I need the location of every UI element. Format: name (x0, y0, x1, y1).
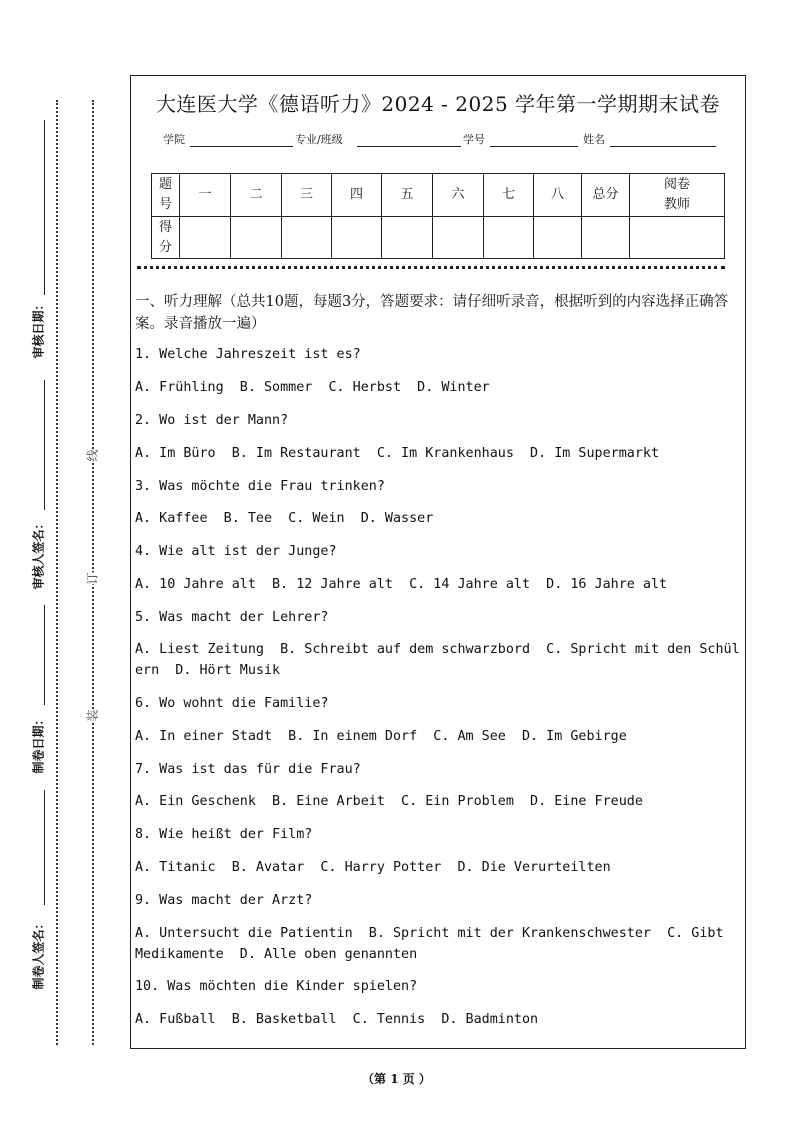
maker-sign-label: 制卷人签名： (31, 917, 46, 990)
name-label: 姓名 (583, 133, 605, 146)
question-8: 8. Wie heißt der Film? (135, 827, 313, 842)
dotted-separator (137, 266, 725, 269)
question-1: 1. Welche Jahreszeit ist es? (135, 347, 361, 362)
options-7: A. Ein Geschenk B. Eine Arbeit C. Ein Problem D. Eine Freude (135, 794, 643, 809)
question-6: 6. Wo wohnt die Familie? (135, 696, 329, 711)
question-4: 4. Wie alt ist der Junge? (135, 544, 337, 559)
score-cell[interactable] (231, 217, 282, 259)
header-cell: 四 (332, 174, 382, 217)
score-row-label: 得 分 (152, 217, 180, 259)
review-date-label: 审核日期： (31, 298, 46, 359)
options-3: A. Kaffee B. Tee C. Wein D. Wasser (135, 511, 434, 526)
college-label: 学院 (163, 133, 185, 146)
major-input[interactable] (357, 146, 461, 147)
options-10: A. Fußball B. Basketball C. Tennis D. Badminton (135, 1012, 539, 1027)
name-input[interactable] (610, 146, 716, 147)
header-cell: 八 (534, 174, 582, 217)
header-cell-question-no: 题 号 (152, 174, 180, 217)
student-id-label: 学号 (463, 133, 485, 146)
options-8: A. Titanic B. Avatar C. Harry Potter D. Die Verurteilten (135, 860, 611, 875)
score-cell[interactable] (382, 217, 433, 259)
binding-mark-zhuang: 装 (85, 709, 100, 722)
score-cell-total[interactable] (582, 217, 630, 259)
header-cell-total: 总分 (582, 174, 630, 217)
options-2: A. Im Büro B. Im Restaurant C. Im Krankenhaus D. Im Supermarkt (135, 446, 660, 461)
college-input[interactable] (190, 146, 293, 147)
score-table (151, 173, 725, 259)
major-label: 专业/班级 (295, 133, 343, 146)
make-date-line (44, 605, 45, 705)
page-number: （第 1 页 ） (362, 1072, 431, 1086)
binding-mark-ding: 订 (85, 572, 100, 585)
question-7: 7. Was ist das für die Frau? (135, 762, 361, 777)
options-9: A. Untersucht die Patientin B. Spricht mit der Krankenschwester C. Gibt Medikamente D. Alle oben genannten (135, 926, 732, 962)
score-cell[interactable] (332, 217, 382, 259)
grader-label: 阅卷教师 (663, 177, 690, 212)
maker-sign-line (44, 790, 45, 905)
options-6: A. In einer Stadt B. In einem Dorf C. Am See D. Im Gebirge (135, 729, 627, 744)
score-table-score-row (152, 217, 725, 259)
options-5: A. Liest Zeitung B. Schreibt auf dem schwarzbord C. Spricht mit den Schülern D. Hört Musik (135, 642, 740, 678)
reviewer-sign-line (44, 380, 45, 510)
header-cell: 三 (282, 174, 332, 217)
header-cell: 六 (433, 174, 484, 217)
header-cell: 七 (484, 174, 534, 217)
header-cell: 五 (382, 174, 433, 217)
score-cell[interactable] (433, 217, 484, 259)
binding-dotted-line-outer (56, 100, 58, 1045)
make-date-label: 制卷日期： (31, 713, 46, 774)
score-cell[interactable] (180, 217, 231, 259)
binding-mark-xian: 线 (85, 449, 100, 462)
exam-title: 大连医大学《德语听力》2024 - 2025 学年第一学期期末试卷 (155, 92, 721, 116)
score-cell[interactable] (534, 217, 582, 259)
header-cell: 一 (180, 174, 231, 217)
review-date-line (44, 120, 45, 295)
score-cell-grader[interactable] (630, 217, 725, 259)
options-1: A. Frühling B. Sommer C. Herbst D. Winter (135, 380, 490, 395)
options-4: A. 10 Jahre alt B. 12 Jahre alt C. 14 Jahre alt D. 16 Jahre alt (135, 577, 668, 592)
header-cell: 二 (231, 174, 282, 217)
question-9: 9. Was macht der Arzt? (135, 893, 313, 908)
score-table-header-row (152, 174, 725, 217)
section-heading: 一、听力理解（总共10题，每题3分，答题要求：请仔细听录音，根据听到的内容选择正确答案。录音播放一遍） (135, 294, 729, 332)
student-id-input[interactable] (490, 146, 578, 147)
score-cell[interactable] (484, 217, 534, 259)
reviewer-sign-label: 审核人签名： (31, 517, 46, 590)
question-10: 10. Was möchten die Kinder spielen? (135, 979, 418, 994)
question-2: 2. Wo ist der Mann? (135, 413, 289, 428)
score-cell[interactable] (282, 217, 332, 259)
question-5: 5. Was macht der Lehrer? (135, 610, 329, 625)
header-cell-grader (630, 174, 725, 217)
question-3: 3. Was möchte die Frau trinken? (135, 479, 385, 494)
